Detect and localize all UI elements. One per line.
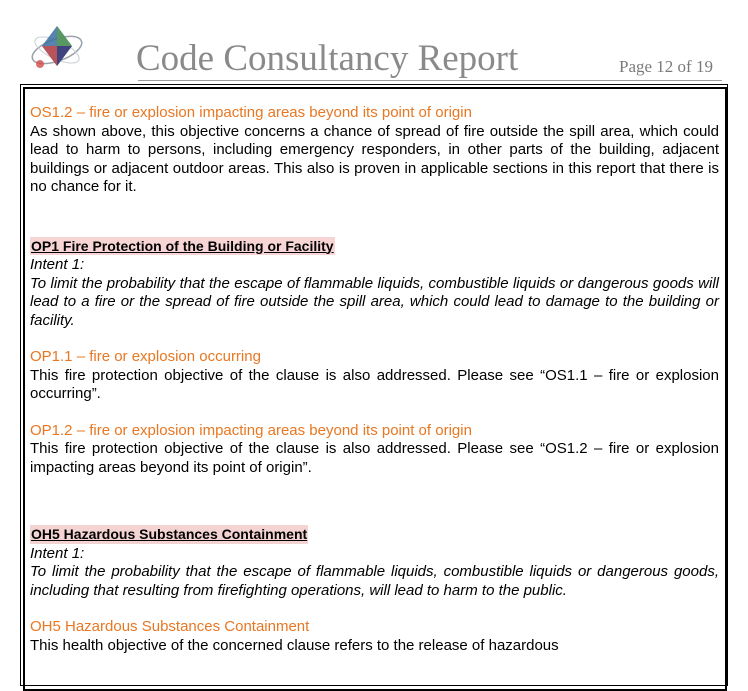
section-paragraph: This fire protection objective of the clause is also addressed. Please see “OS1.1 – fire or explosion occurring”.	[30, 366, 719, 402]
section-paragraph: This health objective of the concerned clause refers to the release of hazardous	[30, 636, 559, 654]
section-op1	[30, 237, 719, 331]
section-os1-2	[30, 104, 719, 197]
section-heading: OP1.1 – fire or explosion occurring	[30, 348, 261, 365]
section-op1-1	[30, 348, 719, 404]
intent-label: Intent 1:	[30, 256, 85, 273]
objective-heading: OP1 Fire Protection of the Building or Facility	[31, 237, 334, 254]
section-oh5	[30, 525, 719, 600]
section-heading: OS1.2 – fire or explosion impacting areas beyond its point of origin	[30, 104, 472, 121]
crystal-globe-logo-icon	[28, 20, 86, 74]
report-title: Code Consultancy Report	[136, 38, 519, 79]
intent-text: To limit the probability that the escape of flammable liquids, combustible liquids or dangerous goods, including that resulting from firefighting operations, will lead to harm to the public.	[30, 563, 719, 599]
section-paragraph: This fire protection objective of the clause is also addressed. Please see “OS1.2 – fire or explosion impacting areas beyond its point of origin”.	[30, 440, 719, 476]
section-heading: OH5 Hazardous Substances Containment	[30, 618, 310, 635]
intent-label: Intent 1:	[30, 544, 85, 562]
page-number: Page 12 of 19	[619, 57, 713, 76]
intent-text: To limit the probability that the escape of flammable liquids, combustible liquids or dangerous goods will lead to a fire or the spread of fire outside the spill area, which could lead to damage to the building or facility.	[30, 274, 719, 329]
section-oh5-containment	[30, 618, 719, 655]
header-divider	[138, 80, 722, 81]
report-body	[30, 104, 719, 655]
section-op1-2	[30, 422, 719, 478]
section-paragraph: As shown above, this objective concerns a chance of spread of fire outside the spill area, which could lead to harm to persons, including emergency responders, in other parts of the building, adjacent buildings or adjacent outdoor areas. This also is proven in applicable sections in this report that there is no chance for it.	[30, 122, 719, 195]
objective-heading: OH5 Hazardous Substances Containment	[31, 526, 308, 542]
section-heading: OP1.2 – fire or explosion impacting areas beyond its point of origin	[30, 421, 472, 439]
